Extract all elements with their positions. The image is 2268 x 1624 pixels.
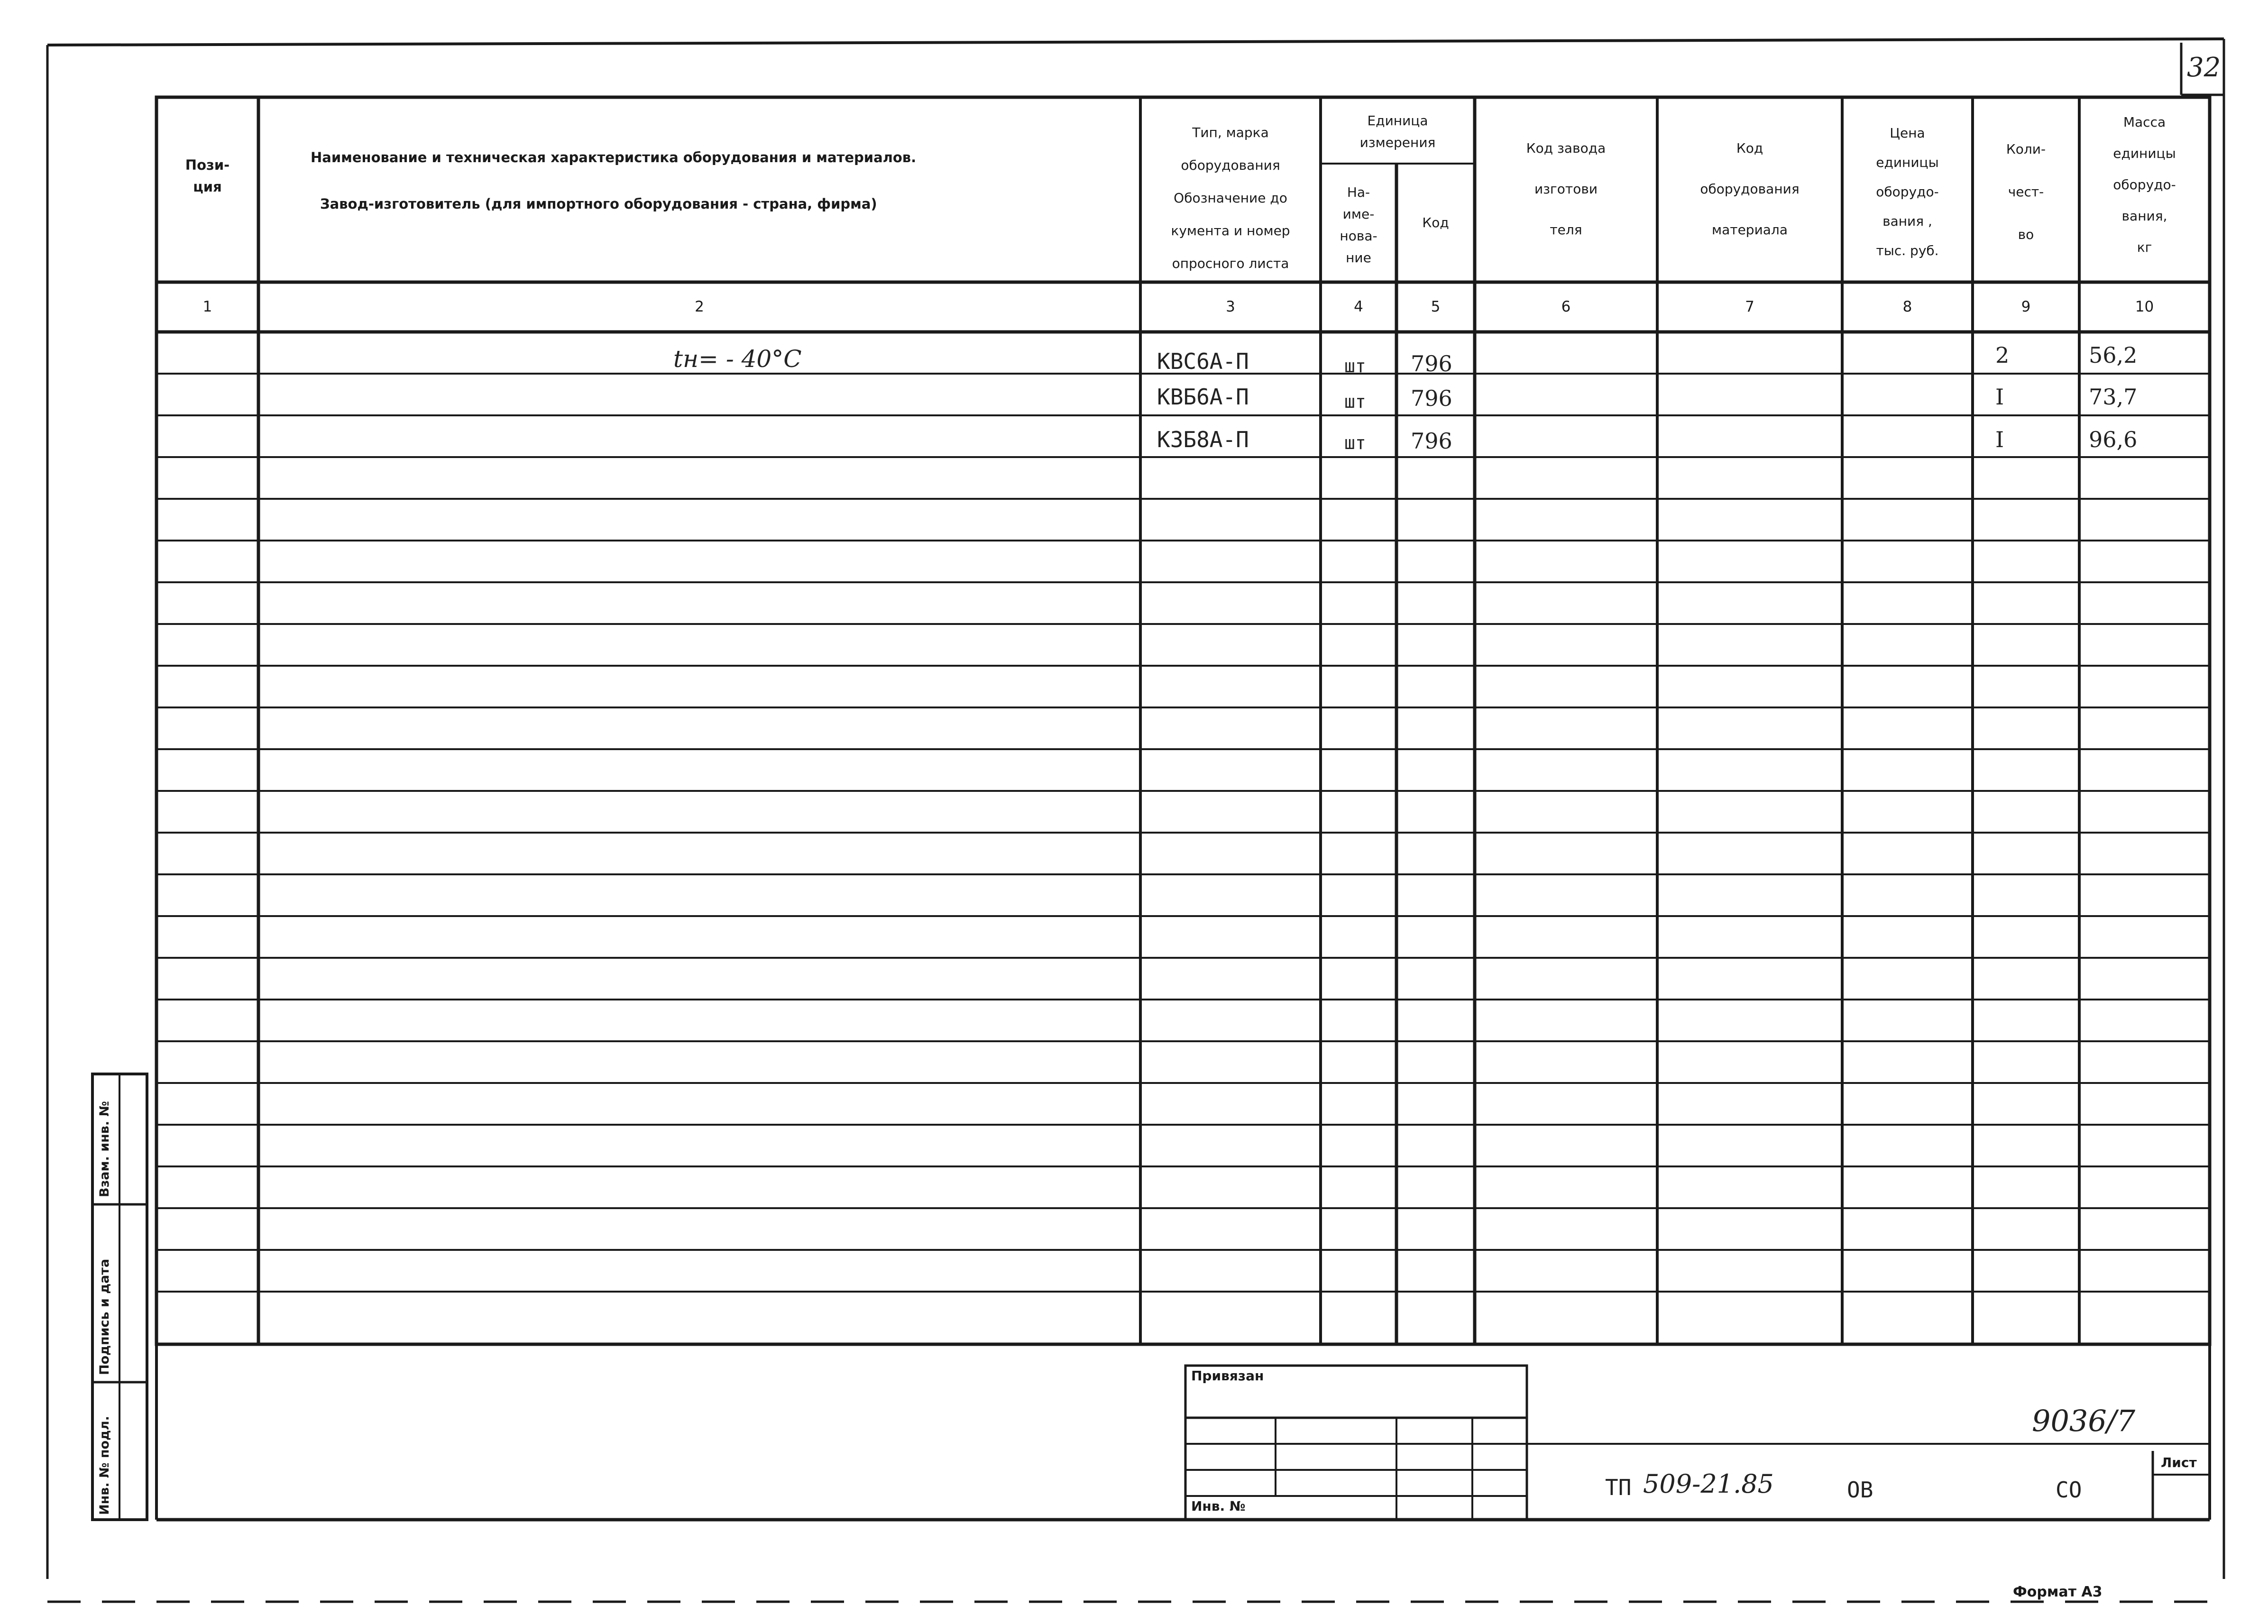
header-mass-l3: оборудо- [2113, 177, 2176, 193]
header-position-l1: Пози- [185, 157, 230, 173]
header-type [1140, 116, 1321, 282]
header-quantity-l2: чест- [2008, 184, 2044, 200]
header-mass [2079, 107, 2210, 263]
header-equipment-code-l1: Код [1736, 140, 1763, 156]
col-number-9: 9 [2021, 298, 2031, 315]
header-type-l1: Тип, марка [1192, 125, 1269, 140]
header-unit-l1: Единица [1367, 112, 1428, 128]
stamp-inv-podl: Инв. № подл. [97, 1416, 112, 1515]
header-unit-name-l1: На- [1347, 184, 1370, 200]
header-unit-name [1321, 171, 1396, 280]
col-number-6: 6 [1561, 298, 1571, 315]
header-type-l2: оборудования [1181, 157, 1280, 173]
header-quantity-l1: Коли- [2006, 141, 2046, 157]
header-quantity [1973, 128, 2079, 251]
header-price [1842, 119, 1973, 270]
format-label: Формат А3 [2013, 1584, 2103, 1600]
col-number-8: 8 [1902, 298, 1912, 315]
stamp-podpis-data: Подпись и дата [97, 1258, 112, 1375]
header-equipment-code-l3: материала [1711, 222, 1788, 238]
header-unit-name-l3: нова- [1340, 228, 1377, 244]
stamp-vzam-inv: Взам. инв. № [97, 1101, 112, 1197]
header-price-l5: тыс. руб. [1876, 243, 1939, 258]
header-equipment-code [1657, 128, 1842, 251]
header-price-l4: вания , [1882, 213, 1932, 229]
col-number-2: 2 [695, 298, 704, 315]
header-unit-group [1321, 102, 1475, 161]
header-type-l4: кумента и номер [1171, 223, 1290, 239]
header-position-l2: ция [193, 179, 222, 195]
header-quantity-l3: во [2018, 227, 2034, 242]
tp-number: 509-21.85 [1643, 1469, 1774, 1499]
header-factory-code-l1: Код завода [1526, 140, 1606, 156]
header-unit-code: Код [1422, 214, 1449, 230]
header-type-l3: Обозначение до [1174, 190, 1287, 206]
col-number-3: 3 [1226, 298, 1235, 315]
row3-type: КЗБ8А-П [1157, 427, 1249, 452]
row1-type: КВС6А-П [1157, 349, 1249, 374]
header-factory-code-l3: теля [1550, 222, 1582, 238]
co-label: СО [2056, 1477, 2082, 1503]
row2-unit: шт [1344, 391, 1366, 412]
sheet-number: 32 [2187, 52, 2221, 83]
col-number-1: 1 [202, 298, 212, 315]
header-mass-l4: вания, [2121, 208, 2167, 224]
row2-type: КВБ6А-П [1157, 384, 1249, 410]
ov-label: ОВ [1847, 1477, 1873, 1503]
row3-code: 796 [1411, 428, 1452, 454]
header-mass-l5: кг [2137, 239, 2152, 255]
row1-qty: 2 [1995, 342, 2010, 368]
inv-no-label: Инв. № [1191, 1498, 1246, 1514]
header-type-l5: опросного листа [1172, 256, 1289, 271]
header-price-l1: Цена [1890, 125, 1925, 141]
header-name-line2: Завод-изготовитель (для импортного оборудования - страна, фирма) [320, 196, 877, 212]
header-name-line1: Наименование и техническая характеристика оборудования и материалов. [311, 149, 917, 165]
header-factory-code-l2: изготови [1534, 181, 1598, 197]
header-price-l2: единицы [1876, 155, 1939, 170]
header-position [156, 97, 258, 282]
col-number-5: 5 [1431, 298, 1441, 315]
list-label: Лист [2161, 1455, 2197, 1470]
header-unit-name-l4: ние [1346, 250, 1371, 266]
row1-name: tн= - 40°С [673, 345, 802, 373]
header-equipment-code-l2: оборудования [1700, 181, 1800, 197]
row3-unit: шт [1344, 432, 1366, 453]
row3-qty: I [1995, 427, 2004, 452]
row1-code: 796 [1411, 351, 1452, 376]
doc-number: 9036/7 [2032, 1404, 2136, 1438]
col-number-7: 7 [1745, 298, 1754, 315]
col-number-10: 10 [2135, 298, 2154, 315]
row2-mass: 73,7 [2089, 384, 2138, 410]
row2-code: 796 [1411, 385, 1452, 411]
header-unit-name-l2: име- [1342, 206, 1375, 222]
header-mass-l1: Масса [2123, 114, 2166, 130]
row1-mass: 56,2 [2089, 342, 2138, 368]
col-number-4: 4 [1354, 298, 1363, 315]
row2-qty: I [1995, 384, 2004, 410]
header-price-l3: оборудо- [1876, 184, 1939, 200]
tp-label: ТП [1605, 1475, 1632, 1500]
row1-unit: шт [1344, 356, 1366, 376]
header-mass-l2: единицы [2113, 146, 2176, 161]
row3-mass: 96,6 [2089, 427, 2138, 452]
header-unit-l2: измерения [1359, 134, 1436, 150]
header-factory-code [1475, 128, 1657, 251]
privyazan-label: Привязан [1191, 1368, 1264, 1384]
